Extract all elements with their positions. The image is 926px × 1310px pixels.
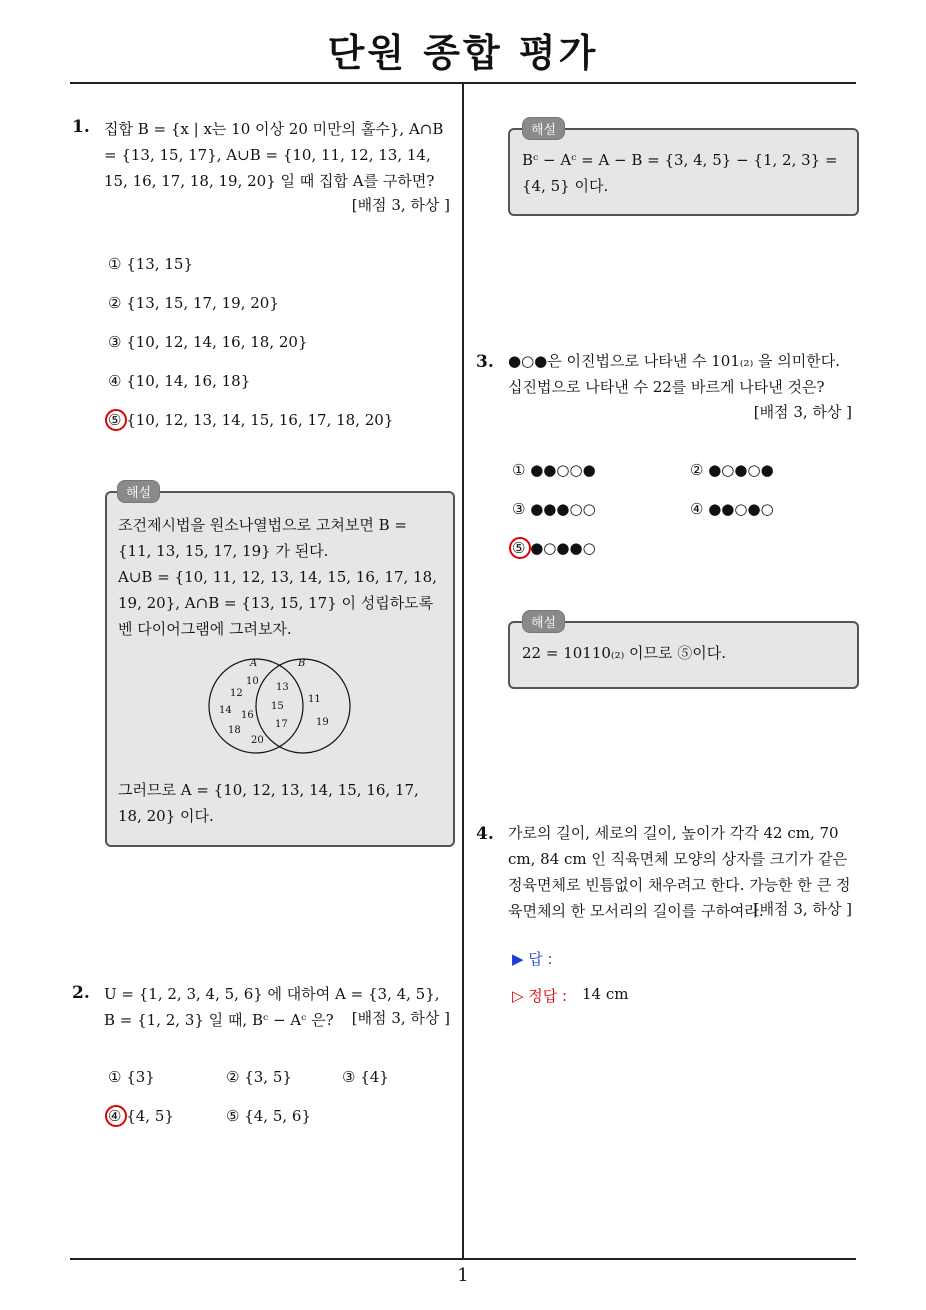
venn-number: 11 [308,694,321,705]
option-5[interactable]: ⑤ {4, 5, 6} [226,1107,312,1125]
score-label: [배점 3, 하상 ] [351,196,450,214]
footer-rule [70,1258,856,1260]
option-2[interactable]: ② {3, 5} [226,1068,292,1086]
correct-answer-mark [509,537,531,559]
page-number: 1 [457,1265,469,1286]
venn-number: 16 [241,710,254,721]
option-3[interactable]: ③ {4} [342,1068,389,1086]
venn-label-b: B [298,658,306,669]
question-text: 십진법으로 나타낸 수 22를 바르게 나타낸 것은? [508,378,825,396]
venn-number: 10 [246,676,259,687]
explanation-tag: 해설 [522,610,565,633]
option-2[interactable]: ② ●○●○● [690,461,774,479]
question-number: 1. [72,117,90,137]
explanation-text: 22 = 10110₍₂₎ 이므로 ⑤이다. [522,644,727,662]
correct-answer-mark [105,1105,127,1127]
option-1[interactable]: ① ●●○○● [512,461,596,479]
score-label: [배점 3, 하상 ] [753,403,852,421]
option-1[interactable]: ① {13, 15} [108,255,194,273]
question-text: 집합 B = {x | x는 10 이상 20 미만의 홀수}, A∩B = {13, 15, 17}, A∪B = {10, 11, 12, 13, 14, 15, 16, 17, 18, 19, 20} 일 때 집합 A를 구하면? [104,120,444,190]
venn-number: 12 [230,688,243,699]
option-4[interactable]: ④ {4, 5} [108,1107,174,1125]
explanation-tag: 해설 [117,480,160,503]
option-4[interactable]: ④ {10, 14, 16, 18} [108,372,251,390]
venn-number: 20 [251,735,264,746]
question-number: 4. [476,824,494,844]
option-4[interactable]: ④ ●●○●○ [690,500,774,518]
explanation-text: 조건제시법을 원소나열법으로 고쳐보면 B = {11, 13, 15, 17, 19} 가 된다. [118,516,407,560]
venn-number: 18 [228,725,241,736]
explanation-text: A∪B = {10, 11, 12, 13, 14, 15, 16, 17, 18, 19, 20}, A∩B = {13, 15, 17} 이 성립하도록 벤 다이어그램에 그려보자. [118,568,437,638]
question-text: 가로의 길이, 세로의 길이, 높이가 각각 42 cm, 70 cm, 84 cm 인 직육면체 모양의 상자를 크기가 같은 정육면체로 빈틈없이 채우려고 한다. 가능한 한 큰 정육면체의 한 모서리의 길이를 구하여라. [508,824,851,920]
score-label: [배점 3, 하상 ] [753,900,852,918]
venn-number: 19 [316,717,329,728]
page-title: 단원 종합 평가 [327,31,599,75]
venn-number: 13 [276,682,289,693]
explanation-text: 그러므로 A = {10, 12, 13, 14, 15, 16, 17, 18, 20} 이다. [118,781,419,825]
correct-answer-mark [105,409,127,431]
venn-diagram [200,652,360,762]
question-text: U = {1, 2, 3, 4, 5, 6} 에 대하여 A = {3, 4, 5}, B = {1, 2, 3} 일 때, Bᶜ − Aᶜ 은? [104,985,440,1029]
option-3[interactable]: ③ ●●●○○ [512,500,596,518]
explanation-text: Bᶜ − Aᶜ = A − B = {3, 4, 5} − {1, 2, 3} = {4, 5} 이다. [522,151,838,195]
option-1[interactable]: ① {3} [108,1068,155,1086]
option-5[interactable]: ⑤ {10, 12, 13, 14, 15, 16, 17, 18, 20} [108,411,394,429]
venn-number: 17 [275,719,288,730]
venn-number: 14 [219,705,232,716]
score-label: [배점 3, 하상 ] [351,1009,450,1027]
question-number: 3. [476,352,494,372]
answer-label: ▶ 답 : [512,950,553,968]
correct-answer-value: 14 cm [582,985,629,1003]
explanation-tag: 해설 [522,117,565,140]
correct-answer-label: ▷ 정답 : [512,987,568,1005]
column-divider [462,84,464,1259]
question-text: ●○●은 이진법으로 나타낸 수 101₍₂₎ 을 의미한다. [508,352,841,370]
venn-label-a: A [250,658,258,669]
option-3[interactable]: ③ {10, 12, 14, 16, 18, 20} [108,333,308,351]
venn-number: 15 [271,701,284,712]
question-number: 2. [72,983,90,1003]
option-2[interactable]: ② {13, 15, 17, 19, 20} [108,294,279,312]
option-5[interactable]: ⑤ ●○●●○ [512,539,596,557]
